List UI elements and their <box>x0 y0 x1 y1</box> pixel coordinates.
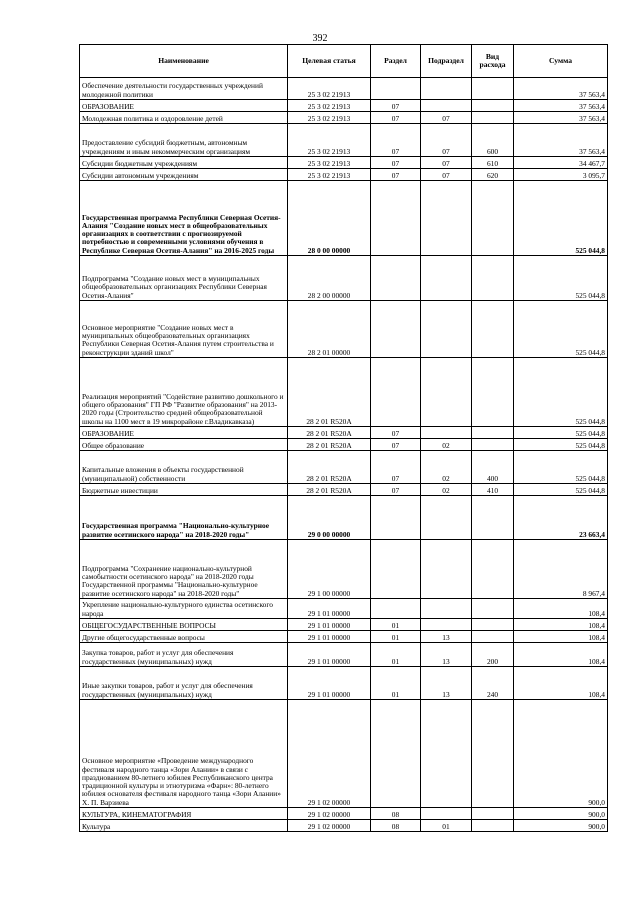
cell-amount: 525 044,8 <box>514 451 608 484</box>
cell-amount: 37 563,4 <box>514 78 608 100</box>
cell-amount: 23 663,4 <box>514 496 608 540</box>
table-row <box>80 820 608 832</box>
cell-expense-type <box>472 700 514 808</box>
cell-expense-type <box>472 599 514 619</box>
cell-target: 25 3 02 21913 <box>288 124 371 157</box>
table-header-row <box>80 45 608 78</box>
cell-target: 28 2 01 00000 <box>288 301 371 358</box>
cell-expense-type <box>472 820 514 832</box>
cell-name: Культура <box>80 820 288 832</box>
table-row <box>80 619 608 631</box>
cell-section <box>371 301 421 358</box>
cell-subsection: 02 <box>421 484 472 496</box>
cell-target: 25 3 02 21913 <box>288 78 371 100</box>
cell-target: 29 1 01 00000 <box>288 619 371 631</box>
cell-name: Молодежная политика и оздоровление детей <box>80 112 288 124</box>
cell-section <box>371 700 421 808</box>
cell-target: 29 1 01 00000 <box>288 599 371 619</box>
table-row <box>80 169 608 181</box>
cell-expense-type: 200 <box>472 643 514 667</box>
table-row <box>80 496 608 540</box>
cell-amount: 37 563,4 <box>514 124 608 157</box>
cell-target: 29 1 02 00000 <box>288 700 371 808</box>
cell-subsection: 01 <box>421 820 472 832</box>
cell-target: 29 0 00 00000 <box>288 496 371 540</box>
cell-expense-type: 400 <box>472 451 514 484</box>
cell-expense-type <box>472 427 514 439</box>
cell-name: Субсидии автономным учреждениям <box>80 169 288 181</box>
cell-target: 28 2 00 00000 <box>288 256 371 301</box>
cell-name: Общее образование <box>80 439 288 451</box>
cell-section: 07 <box>371 124 421 157</box>
cell-name: ОБРАЗОВАНИЕ <box>80 100 288 112</box>
cell-section: 01 <box>371 619 421 631</box>
cell-section: 08 <box>371 808 421 820</box>
cell-section <box>371 599 421 619</box>
cell-expense-type: 610 <box>472 157 514 169</box>
cell-expense-type <box>472 78 514 100</box>
cell-section: 01 <box>371 643 421 667</box>
cell-name: Субсидии бюджетным учреждениям <box>80 157 288 169</box>
cell-amount: 525 044,8 <box>514 256 608 301</box>
cell-section: 07 <box>371 169 421 181</box>
cell-amount: 900,0 <box>514 820 608 832</box>
cell-subsection <box>421 181 472 256</box>
table-body <box>80 78 608 832</box>
cell-target: 29 1 00 00000 <box>288 540 371 599</box>
table-row <box>80 112 608 124</box>
cell-expense-type <box>472 301 514 358</box>
cell-subsection: 02 <box>421 451 472 484</box>
column-header-name: Наименование <box>80 45 288 78</box>
table-row <box>80 643 608 667</box>
cell-target: 29 1 02 00000 <box>288 820 371 832</box>
cell-expense-type: 410 <box>472 484 514 496</box>
cell-target: 28 2 01 R520A <box>288 358 371 427</box>
cell-name: Предоставление субсидий бюджетным, автономным учреждениям и иным некоммерческим организациям <box>80 124 288 157</box>
cell-name: Бюджетные инвестиции <box>80 484 288 496</box>
cell-expense-type <box>472 181 514 256</box>
table-row <box>80 484 608 496</box>
cell-section <box>371 540 421 599</box>
cell-amount: 525 044,8 <box>514 484 608 496</box>
cell-subsection <box>421 540 472 599</box>
cell-name: Подпрограмма "Сохранение национально-культурной самобытности осетинского народа" на 2018-2020 годы Государственной программы "Национально-культурное развитие осетинского народа" на 2018-2020 годы" <box>80 540 288 599</box>
table-row <box>80 358 608 427</box>
cell-target: 28 2 01 R520A <box>288 439 371 451</box>
cell-section: 01 <box>371 667 421 700</box>
cell-subsection: 07 <box>421 169 472 181</box>
cell-subsection <box>421 100 472 112</box>
cell-expense-type <box>472 619 514 631</box>
cell-expense-type: 240 <box>472 667 514 700</box>
column-header-target: Целевая статья <box>288 45 371 78</box>
cell-expense-type <box>472 358 514 427</box>
cell-section: 07 <box>371 451 421 484</box>
table-row <box>80 667 608 700</box>
cell-name: Государственная программа "Национально-культурное развитие осетинского народа" на 2018-2020 годы" <box>80 496 288 540</box>
cell-name: Основное мероприятие «Проведение международного фестиваля народного танца «Зори Алании» в связи с празднованием 80-летнего юбилея Республиканского центра традиционной культуры и этнотуризма «Фарн»: 80-летнего юбилея основателя фестиваля народного танца «Зори Алании» Х. П. Варзиева <box>80 700 288 808</box>
table-row <box>80 427 608 439</box>
cell-subsection <box>421 256 472 301</box>
cell-expense-type <box>472 808 514 820</box>
cell-subsection: 07 <box>421 157 472 169</box>
cell-section: 07 <box>371 112 421 124</box>
cell-subsection: 02 <box>421 439 472 451</box>
cell-target: 25 3 02 21913 <box>288 112 371 124</box>
cell-amount: 525 044,8 <box>514 301 608 358</box>
cell-amount: 37 563,4 <box>514 112 608 124</box>
table-row <box>80 78 608 100</box>
cell-expense-type <box>472 256 514 301</box>
cell-section: 01 <box>371 631 421 643</box>
cell-target: 25 3 02 21913 <box>288 100 371 112</box>
cell-target: 28 2 01 R520A <box>288 484 371 496</box>
cell-amount: 108,4 <box>514 619 608 631</box>
cell-subsection <box>421 619 472 631</box>
cell-amount: 900,0 <box>514 700 608 808</box>
cell-section <box>371 256 421 301</box>
cell-subsection: 13 <box>421 667 472 700</box>
cell-target: 28 2 01 R520A <box>288 427 371 439</box>
cell-subsection <box>421 599 472 619</box>
cell-subsection <box>421 358 472 427</box>
table-row <box>80 124 608 157</box>
table-row <box>80 700 608 808</box>
cell-target: 25 3 02 21913 <box>288 169 371 181</box>
cell-subsection: 13 <box>421 631 472 643</box>
cell-name: Укрепление национально-культурного единства осетинского народа <box>80 599 288 619</box>
cell-subsection: 07 <box>421 124 472 157</box>
cell-amount: 525 044,8 <box>514 427 608 439</box>
cell-amount: 900,0 <box>514 808 608 820</box>
cell-section: 07 <box>371 157 421 169</box>
cell-expense-type <box>472 496 514 540</box>
cell-amount: 34 467,7 <box>514 157 608 169</box>
cell-section <box>371 496 421 540</box>
cell-subsection: 07 <box>421 112 472 124</box>
cell-expense-type <box>472 631 514 643</box>
table-row <box>80 631 608 643</box>
cell-expense-type <box>472 112 514 124</box>
cell-amount: 525 044,8 <box>514 439 608 451</box>
cell-amount: 37 563,4 <box>514 100 608 112</box>
table-row <box>80 439 608 451</box>
cell-name: КУЛЬТУРА, КИНЕМАТОГРАФИЯ <box>80 808 288 820</box>
cell-name: Капитальные вложения в объекты государственной (муниципальной) собственности <box>80 451 288 484</box>
cell-name: ОБРАЗОВАНИЕ <box>80 427 288 439</box>
cell-name: Другие общегосударственные вопросы <box>80 631 288 643</box>
cell-section: 07 <box>371 427 421 439</box>
cell-subsection <box>421 700 472 808</box>
cell-expense-type: 600 <box>472 124 514 157</box>
column-header-amount: Сумма <box>514 45 608 78</box>
cell-target: 29 1 02 00000 <box>288 808 371 820</box>
cell-amount: 108,4 <box>514 599 608 619</box>
cell-expense-type <box>472 100 514 112</box>
cell-amount: 8 967,4 <box>514 540 608 599</box>
cell-amount: 108,4 <box>514 631 608 643</box>
cell-amount: 525 044,8 <box>514 181 608 256</box>
table-row <box>80 451 608 484</box>
cell-amount: 3 095,7 <box>514 169 608 181</box>
cell-target: 28 2 01 R520A <box>288 451 371 484</box>
cell-amount: 108,4 <box>514 667 608 700</box>
cell-subsection <box>421 496 472 540</box>
cell-subsection <box>421 808 472 820</box>
cell-subsection <box>421 78 472 100</box>
table-row <box>80 808 608 820</box>
cell-section <box>371 358 421 427</box>
table-row <box>80 599 608 619</box>
cell-name: Государственная программа Республики Северная Осетия-Алания "Создание новых мест в общеобразовательных организациях в соответствии с прогнозируемой потребностью и современными условиями обучения в Республике Северная Осетия-Алания" на 2016-2025 годы <box>80 181 288 256</box>
cell-name: Реализация мероприятий "Содействие развитию дошкольного и общего образования" ГП РФ "Развитие образования" на 2013-2020 годы (Строительство средней общеобразовательной школы на 1100 мест в 19 микрорайоне г.Владикавказа) <box>80 358 288 427</box>
cell-target: 29 1 01 00000 <box>288 643 371 667</box>
column-header-subsection: Подраздел <box>421 45 472 78</box>
table-row <box>80 181 608 256</box>
cell-name: Иные закупки товаров, работ и услуг для обеспечения государственных (муниципальных) нужд <box>80 667 288 700</box>
cell-target: 25 3 02 21913 <box>288 157 371 169</box>
cell-subsection: 13 <box>421 643 472 667</box>
cell-amount: 108,4 <box>514 643 608 667</box>
cell-section <box>371 181 421 256</box>
column-header-expense-type: Вид расхода <box>472 45 514 78</box>
cell-subsection <box>421 427 472 439</box>
table-row <box>80 256 608 301</box>
table-row <box>80 301 608 358</box>
cell-name: Подпрограмма "Создание новых мест в муниципальных общеобразовательных организациях Республики Северная Осетия-Алания" <box>80 256 288 301</box>
table-row <box>80 157 608 169</box>
table-row <box>80 540 608 599</box>
column-header-section: Раздел <box>371 45 421 78</box>
cell-name: Закупка товаров, работ и услуг для обеспечения государственных (муниципальных) нужд <box>80 643 288 667</box>
cell-name: ОБЩЕГОСУДАРСТВЕННЫЕ ВОПРОСЫ <box>80 619 288 631</box>
cell-target: 28 0 00 00000 <box>288 181 371 256</box>
cell-subsection <box>421 301 472 358</box>
cell-target: 29 1 01 00000 <box>288 631 371 643</box>
cell-name: Обеспечение деятельности государственных учреждений молодежной политики <box>80 78 288 100</box>
table-row <box>80 100 608 112</box>
cell-expense-type <box>472 439 514 451</box>
cell-amount: 525 044,8 <box>514 358 608 427</box>
cell-section: 07 <box>371 100 421 112</box>
cell-expense-type: 620 <box>472 169 514 181</box>
cell-section: 07 <box>371 484 421 496</box>
cell-target: 29 1 01 00000 <box>288 667 371 700</box>
page-number: 392 <box>312 33 328 44</box>
cell-expense-type <box>472 540 514 599</box>
cell-name: Основное мероприятие "Создание новых мест в муниципальных общеобразовательных организациях Республики Северная Осетия-Алания путем строительства и реконструкции зданий школ" <box>80 301 288 358</box>
cell-section <box>371 78 421 100</box>
cell-section: 08 <box>371 820 421 832</box>
cell-section: 07 <box>371 439 421 451</box>
budget-table <box>79 44 608 832</box>
